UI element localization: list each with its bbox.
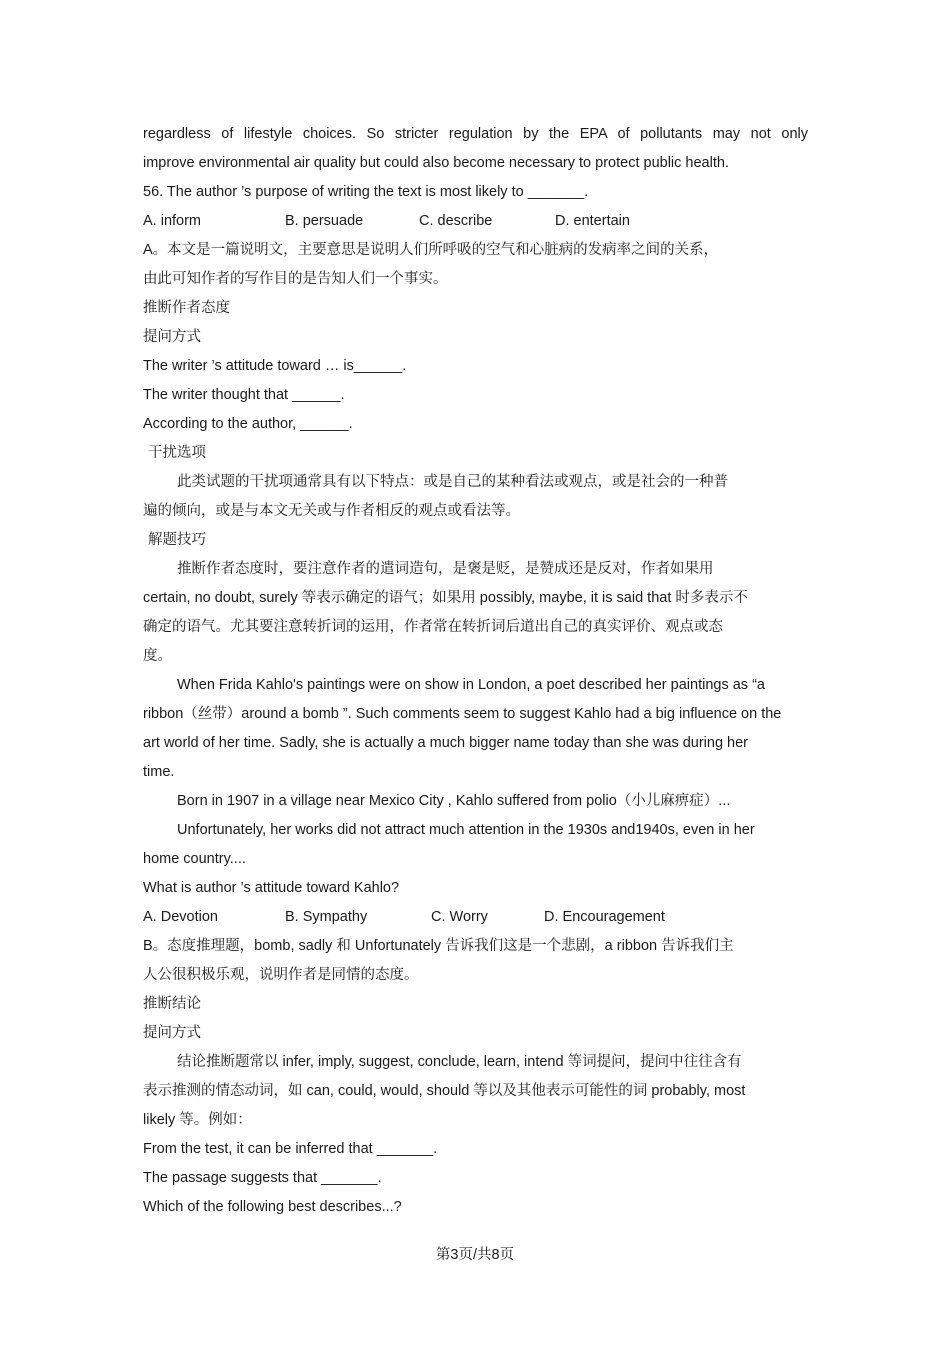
passage-line: time. xyxy=(143,764,175,780)
subsection-heading: 干扰选项 xyxy=(148,445,206,461)
question-pattern: Which of the following best describes...? xyxy=(143,1199,402,1215)
question-pattern: According to the author, ______. xyxy=(143,416,353,432)
text-line: 推断作者态度时，要注意作者的遣词造句，是褒是贬，是赞成还是反对，作者如果用 xyxy=(177,561,714,577)
passage-line: ribbon（丝带）around a bomb ”. Such comments seem to suggest Kahlo had a big influence on the xyxy=(143,706,782,722)
passage-line: home country.... xyxy=(143,851,246,867)
subsection-heading: 解题技巧 xyxy=(148,532,206,548)
text-line: 此类试题的干扰项通常具有以下特点：或是自己的某种看法或观点，或是社会的一种普 xyxy=(177,474,728,490)
question-56: 56. The author ’s purpose of writing the text is most likely to _______. xyxy=(143,184,589,200)
text-line: 结论推断题常以 infer, imply, suggest, conclude, learn, intend 等词提问，提问中往往含有 xyxy=(177,1054,742,1070)
section-heading: 推断作者态度 xyxy=(143,300,230,316)
page-body xyxy=(143,120,808,1222)
page-number-footer: 第3页/共8页 xyxy=(435,1247,515,1263)
answer-explanation: 由此可知作者的写作目的是告知人们一个事实。 xyxy=(143,271,448,287)
text-line: 度。 xyxy=(143,648,172,664)
text-line: certain, no doubt, surely 等表示确定的语气；如果用 possibly, maybe, it is said that 时多表示不 xyxy=(143,590,748,606)
passage-line: Born in 1907 in a village near Mexico City , Kahlo suffered from polio（小儿麻痹症）... xyxy=(177,793,731,809)
option-d: D. Encouragement xyxy=(544,909,665,925)
option-b: B. Sympathy xyxy=(285,909,368,925)
options-q56 xyxy=(143,207,808,236)
option-c: C. describe xyxy=(419,213,493,229)
option-c: C. Worry xyxy=(431,909,488,925)
text-line: regardless of lifestyle choices. So stricter regulation by the EPA of pollutants may not only xyxy=(143,126,808,142)
option-b: B. persuade xyxy=(285,213,364,229)
passage-line: Unfortunately, her works did not attract much attention in the 1930s and1940s, even in her xyxy=(177,822,755,838)
text-line: improve environmental air quality but could also become necessary to protect public health. xyxy=(143,155,729,171)
text-line: 遍的倾向，或是与本文无关或与作者相反的观点或看法等。 xyxy=(143,503,520,519)
question-pattern: From the test, it can be inferred that _______. xyxy=(143,1141,438,1157)
question-pattern: The writer thought that ______. xyxy=(143,387,345,403)
text-line: 确定的语气。尤其要注意转折词的运用，作者常在转折词后道出自己的真实评价、观点或态 xyxy=(143,619,723,635)
question-pattern: The passage suggests that _______. xyxy=(143,1170,382,1186)
answer-explanation: 人公很积极乐观，说明作者是同情的态度。 xyxy=(143,967,419,983)
question-kahlo: What is author ’s attitude toward Kahlo? xyxy=(143,880,400,896)
text-line: likely 等。例如： xyxy=(143,1112,252,1128)
option-d: D. entertain xyxy=(555,213,630,229)
options-kahlo xyxy=(143,903,808,932)
answer-explanation: B。态度推理题，bomb, sadly 和 Unfortunately 告诉我们这是一个悲剧，a ribbon 告诉我们主 xyxy=(143,938,734,954)
subsection-heading: 提问方式 xyxy=(143,1025,201,1041)
text-line: 表示推测的情态动词，如 can, could, would, should 等以及其他表示可能性的词 probably, most xyxy=(143,1083,746,1099)
answer-explanation: A。本文是一篇说明文，主要意思是说明人们所呼吸的空气和心脏病的发病率之间的关系， xyxy=(143,242,719,258)
option-a: A. Devotion xyxy=(143,909,218,925)
passage-line: When Frida Kahlo's paintings were on show in London, a poet described her paintings as “a xyxy=(177,677,765,693)
subsection-heading: 提问方式 xyxy=(143,329,201,345)
question-pattern: The writer ’s attitude toward … is______. xyxy=(143,358,407,374)
option-a: A. inform xyxy=(143,213,202,229)
passage-line: art world of her time. Sadly, she is actually a much bigger name today than she was during her xyxy=(143,735,749,751)
section-heading: 推断结论 xyxy=(143,996,201,1012)
